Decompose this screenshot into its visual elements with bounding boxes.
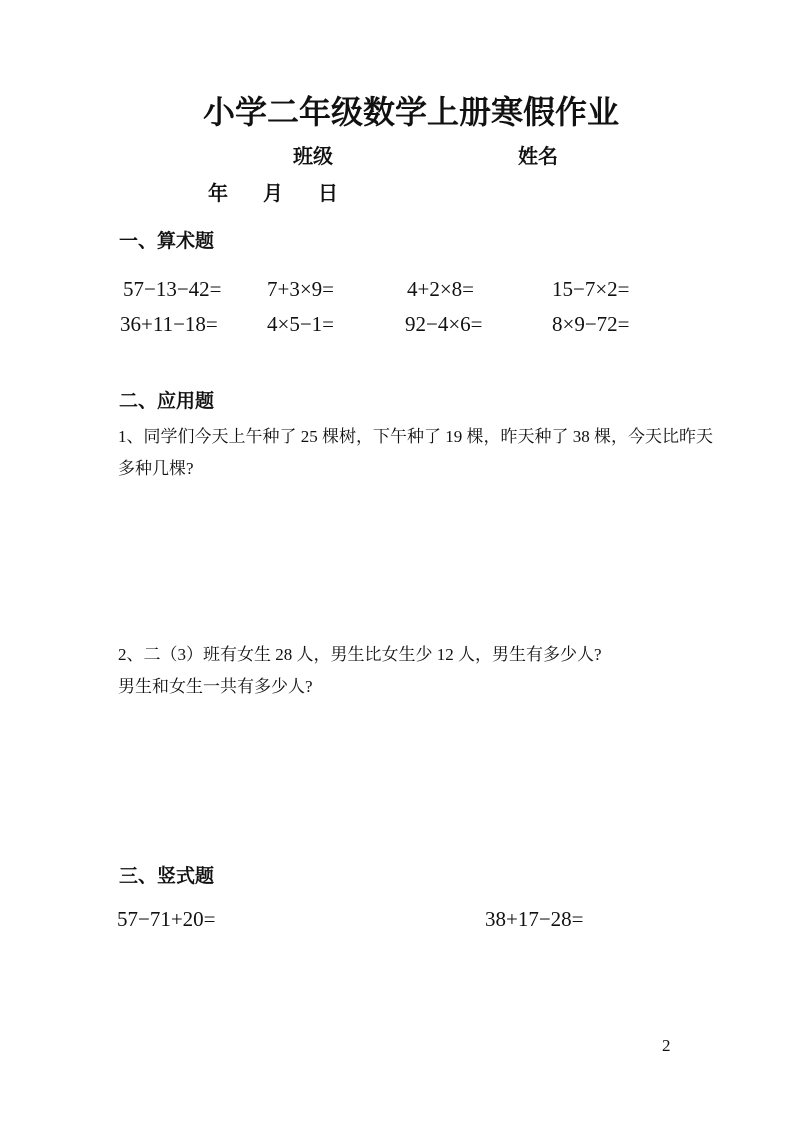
arithmetic-problem: 4×5−1=	[267, 312, 335, 336]
word-problem-1-line-1: 1、同学们今天上午种了 25 棵树，下午种了 19 棵，昨天种了 38 棵，今天比昨天	[118, 427, 713, 446]
word-problem-1-line-2: 多种几棵?	[118, 459, 194, 478]
section-heading-vertical-form: 三、竖式题	[119, 866, 215, 887]
class-label: 班级	[293, 146, 333, 168]
name-label: 姓名	[518, 146, 558, 168]
arithmetic-problem: 8×9−72=	[552, 312, 630, 336]
word-problem-2-line-2: 男生和女生一共有多少人?	[118, 677, 313, 696]
day-label: 日	[318, 183, 338, 205]
arithmetic-problem: 36+11−18=	[120, 312, 218, 336]
section-heading-arithmetic: 一、算术题	[119, 231, 215, 252]
section-heading-word-problems: 二、应用题	[119, 391, 215, 412]
arithmetic-problem: 57−13−42=	[123, 277, 222, 301]
arithmetic-problem: 92−4×6=	[405, 312, 483, 336]
arithmetic-problem: 15−7×2=	[552, 277, 630, 301]
arithmetic-problem: 7+3×9=	[267, 277, 335, 301]
worksheet-title: 小学二年级数学上册寒假作业	[203, 94, 620, 130]
vertical-form-problem: 38+17−28=	[485, 907, 584, 931]
date-line	[208, 182, 338, 206]
page-number: 2	[662, 1036, 671, 1055]
word-problem-2-line-1: 2、二（3）班有女生 28 人，男生比女生少 12 人，男生有多少人?	[118, 645, 602, 664]
year-label: 年	[208, 183, 228, 205]
vertical-form-problem: 57−71+20=	[117, 907, 216, 931]
month-label: 月	[263, 183, 283, 205]
arithmetic-problem: 4+2×8=	[407, 277, 475, 301]
